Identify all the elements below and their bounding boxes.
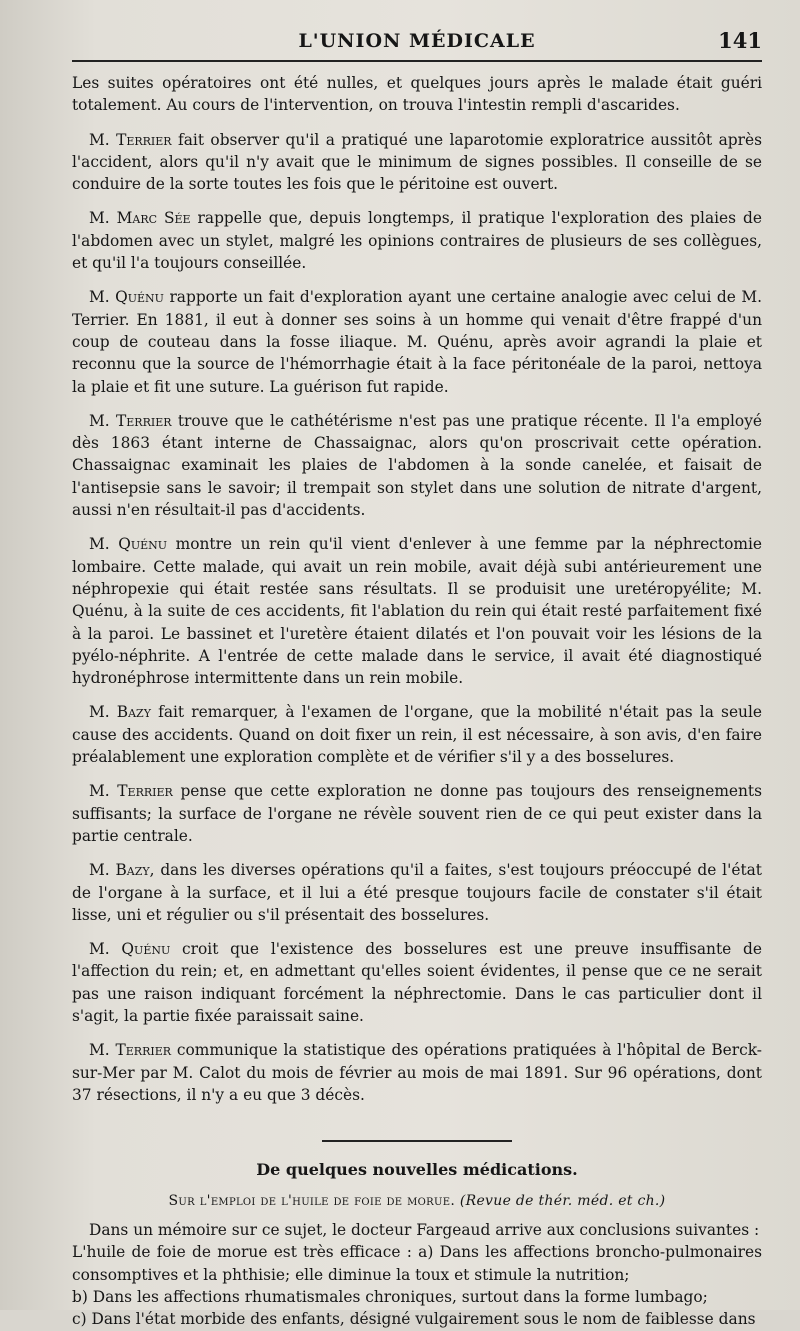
speaker-name: M. Terrier	[89, 130, 172, 149]
paragraph-text: fait remarquer, à l'examen de l'organe, que la mobilité n'était pas la seule cause des accidents. Quand on doit fixer un rein, il est nécessaire, à son avis, d'en faire préalablement une exploration complète et de vérifier s'il y a des bosselures.	[72, 703, 762, 767]
conclusion-item: L'huile de foie de morue est très efficace : a) Dans les affections broncho-pulmonaires consomptives et la phthisie; elle diminue la toux et stimule la nutrition;	[72, 1243, 762, 1284]
subtitle-text: Sur l'emploi de l'huile de foie de morue.	[168, 1193, 456, 1210]
speaker-name: M. Quénu	[89, 940, 171, 959]
speaker-name: M. Quénu	[89, 288, 164, 307]
paragraph-text: , dans les diverses opérations qu'il a faites, s'est toujours préoccupé de l'état de l'organe à la surface, et il lui a été presque toujours facile de constater s'il était lisse, uni et régulier ou s'il présentait des bosselures.	[72, 861, 762, 924]
paragraph-text: communique la statistique des opérations pratiquées à l'hôpital de Berck-sur-Mer par M. Calot du mois de février au mois de mai 1891. Sur 96 opérations, dont 37 résections, il n'y a eu que 3 décès.	[72, 1041, 762, 1104]
paragraph	[72, 72, 762, 117]
conclusion-item: b) Dans les affections rhumatismales chroniques, surtout dans la forme lumbago;	[72, 1288, 708, 1307]
paragraph	[72, 859, 762, 926]
section-divider	[322, 1140, 512, 1142]
journal-title: L'UNION MÉDICALE	[298, 30, 536, 52]
section-subtitle	[72, 1193, 762, 1209]
conclusion-item: c) Dans l'état morbide des enfants, désigné vulgairement sous le nom de faiblesse dans	[72, 1310, 756, 1329]
paragraph-text: trouve que le cathétérisme n'est pas une pratique récente. Il l'a employé dès 1863 étant interne de Chassaignac, alors qu'on proscrivait cette opération. Chassaignac examinait les plaies de l'abdomen à la sonde canelée, et faisait de l'antisepsie sans le savoir; il trempait son stylet dans une solution de nitrate d'argent, aussi n'en résultait-il pas d'accidents.	[72, 411, 762, 520]
paragraph	[72, 129, 762, 196]
paragraph-text: rapporte un fait d'exploration ayant une certaine analogie avec celui de M. Terrier. En 1881, il eut à donner ses soins à un homme qui venait d'être frappé d'un coup de couteau dans la fosse iliaque. M. Quénu, après avoir agrandi la plaie et reconnu que la source de l'hémorrhagie était à la face péritonéale de la paroi, nettoya la plaie et fit une suture. La guérison fut rapide.	[72, 288, 762, 396]
paragraph-text: pense que cette exploration ne donne pas toujours des renseignements suffisants; la surface de l'organe ne révèle souvent rien de ce qui peut exister dans la partie centrale.	[72, 782, 763, 845]
section-title: De quelques nouvelles médications.	[256, 1160, 578, 1180]
speaker-name: M. Terrier	[89, 1041, 172, 1060]
paragraph-text: rappelle que, depuis longtemps, il pratique l'exploration des plaies de l'abdomen avec un stylet, malgré les opinions contraires de plusieurs de ses collègues, et qu'il l'a toujours conseillée.	[72, 209, 762, 273]
paragraph-text: croit que l'existence des bosselures est une preuve insuffisante de l'affection du rein; et, en admettant qu'elles soient évidentes, il pense que ce ne serait pas une raison indiquant forcément la néphrectomie. Dans le cas particulier dont il s'agit, la partie fixée paraissait saine.	[72, 940, 762, 1025]
speaker-name: M. Bazy	[89, 861, 150, 880]
speaker-name: M. Terrier	[89, 782, 173, 801]
subtitle-reference: (Revue de thér. méd. et ch.)	[459, 1193, 666, 1210]
paragraph	[72, 938, 762, 1027]
paragraph	[72, 207, 762, 274]
paragraph	[72, 533, 762, 689]
paragraph	[72, 701, 762, 768]
paragraph	[72, 1039, 762, 1106]
running-header	[72, 26, 762, 62]
paragraph-text: fait observer qu'il a pratiqué une laparotomie exploratrice aussitôt après l'accident, alors qu'il n'y avait que le minimum de signes possibles. Il conseille de se conduire de la sorte toutes les fois que le péritoine est ouvert.	[72, 130, 762, 194]
speaker-name: M. Terrier	[89, 411, 172, 430]
speaker-name: M. Quénu	[89, 535, 168, 554]
paragraph-text: montre un rein qu'il vient d'enlever à une femme par la néphrectomie lombaire. Cette malade, qui avait un rein mobile, avait déjà subi antérieurement une néphropexie qui était restée sans résultats. Il se produisit une uretéropyélite; M. Quénu, à la suite de ces accidents, fit l'ablation du rein qui était resté parfaitement fixé à la paroi. Le bassinet et l'uretère étaient dilatés et l'on pouvait voir les lésions de la pyélo-néphrite. A l'entrée de cette malade dans le service, il avait été diagnostiqué hydronéphrose intermittente dans un rein mobile.	[72, 535, 762, 688]
paragraph	[72, 780, 762, 847]
speaker-name: M. Bazy	[89, 703, 151, 722]
section-intro: Dans un mémoire sur ce sujet, le docteur Fargeaud arrive aux conclusions suivantes :	[89, 1221, 760, 1240]
paragraph-text: Les suites opératoires ont été nulles, et quelques jours après le malade était guéri totalement. Au cours de l'intervention, on trouva l'intestin rempli d'ascarides.	[72, 74, 762, 115]
paragraph	[72, 286, 762, 397]
speaker-name: M. Marc Sée	[89, 209, 191, 228]
page-number: 141	[718, 28, 762, 53]
paragraph	[72, 410, 762, 521]
